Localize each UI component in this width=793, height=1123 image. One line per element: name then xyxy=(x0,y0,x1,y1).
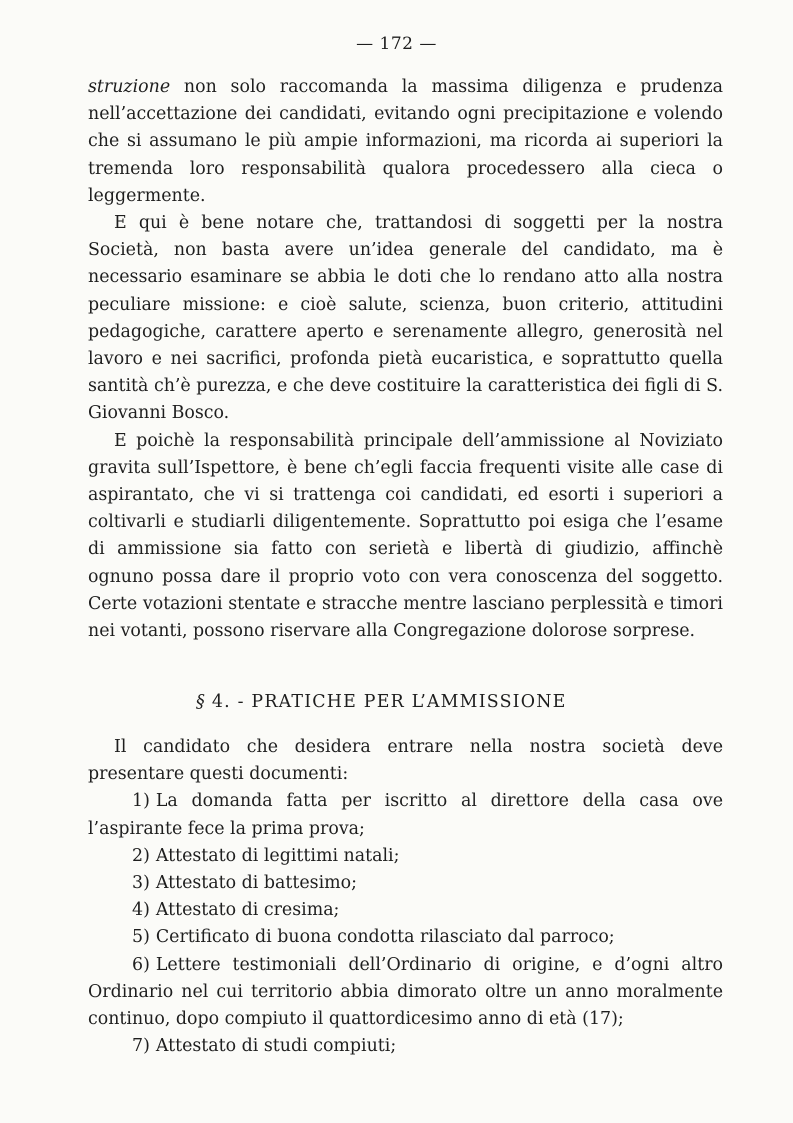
item-number: 4) xyxy=(132,900,150,921)
item-text: Attestato di battesimo; xyxy=(155,873,357,894)
item-text: La domanda fatta per iscritto al direttore della casa ove l’aspirante fece la prima prova; xyxy=(88,791,723,839)
page-number: — 172 — xyxy=(356,34,437,54)
item-text: Lettere testimoniali dell’Ordinario di origine, e d’ogni altro Ordinario nel cui territorio abbia dimorato oltre un anno moralmente continuo, dopo compiuto il quattordicesimo anno di età (17); xyxy=(88,954,723,1030)
list-item xyxy=(88,952,723,1034)
list-item xyxy=(88,788,723,842)
item-number: 5) xyxy=(132,927,150,948)
list-item xyxy=(88,870,723,897)
item-number: 1) xyxy=(132,791,150,812)
paragraph-1-text: non solo raccomanda la massima diligenza e prudenza nell’accettazione dei candidati, evitando ogni precipitazione e volendo che si assumano le più ampie informazioni, ma ricorda ai superiori la tremenda loro responsabilità qualora procedessero alla cieca o leggermente. xyxy=(88,77,723,206)
item-number: 7) xyxy=(132,1036,150,1057)
item-text: Attestato di legittimi natali; xyxy=(155,845,400,866)
section-mark: § xyxy=(196,692,206,712)
intro-paragraph: Il candidato che desidera entrare nella nostra società deve presentare questi documenti: xyxy=(88,737,723,785)
paragraph-1 xyxy=(88,74,723,210)
list-item xyxy=(88,1033,723,1060)
item-text: Attestato di cresima; xyxy=(155,900,340,921)
documents-list xyxy=(88,788,723,1060)
documents-section xyxy=(88,734,723,1060)
section-heading xyxy=(196,692,567,712)
body-text xyxy=(88,74,723,645)
paragraph-2: E qui è bene notare che, trattandosi di soggetti per la nostra Società, non basta avere un’idea generale del candidato, ma è necessario esaminare se abbia le doti che lo rendano atto alla nostra peculiare missione: e cioè salute, scienza, buon criterio, attitudini pedagogiche, carattere aperto e serenamente allegro, generosità nel lavoro e nei sacrifici, profonda pietà eucaristica, e soprattutto quella santità ch’è purezza, e che deve costituire la caratteristica dei figli di S. Giovanni Bosco. xyxy=(88,213,723,424)
paragraph-3: E poichè la responsabilità principale dell’ammissione al Noviziato gravita sull’Ispettore, è bene ch’egli faccia frequenti visite alle case di aspirantato, che vi si trattenga coi candidati, ed esorti i superiori a coltivarli e studiarli diligentemente. Soprattutto poi esiga che l’esame di ammissione sia fatto con serietà e libertà di giudizio, affinchè ognuno possa dare il proprio voto con vera conoscenza del soggetto. Certe votazioni stentate e stracche mentre lasciano perplessità e timori nei votanti, possono riservare alla Congregazione dolorose sorprese. xyxy=(88,430,723,642)
italic-word: struzione xyxy=(88,77,171,97)
item-text: Certificato di buona condotta rilasciato dal parroco; xyxy=(155,927,615,948)
list-item xyxy=(88,843,723,870)
item-number: 2) xyxy=(132,845,150,866)
list-item xyxy=(88,924,723,951)
item-number: 6) xyxy=(132,954,150,975)
item-number: 3) xyxy=(132,873,150,894)
list-item xyxy=(88,897,723,924)
section-title: 4. - PRATICHE PER L’AMMISSIONE xyxy=(211,692,567,712)
item-text: Attestato di studi compiuti; xyxy=(155,1036,397,1057)
